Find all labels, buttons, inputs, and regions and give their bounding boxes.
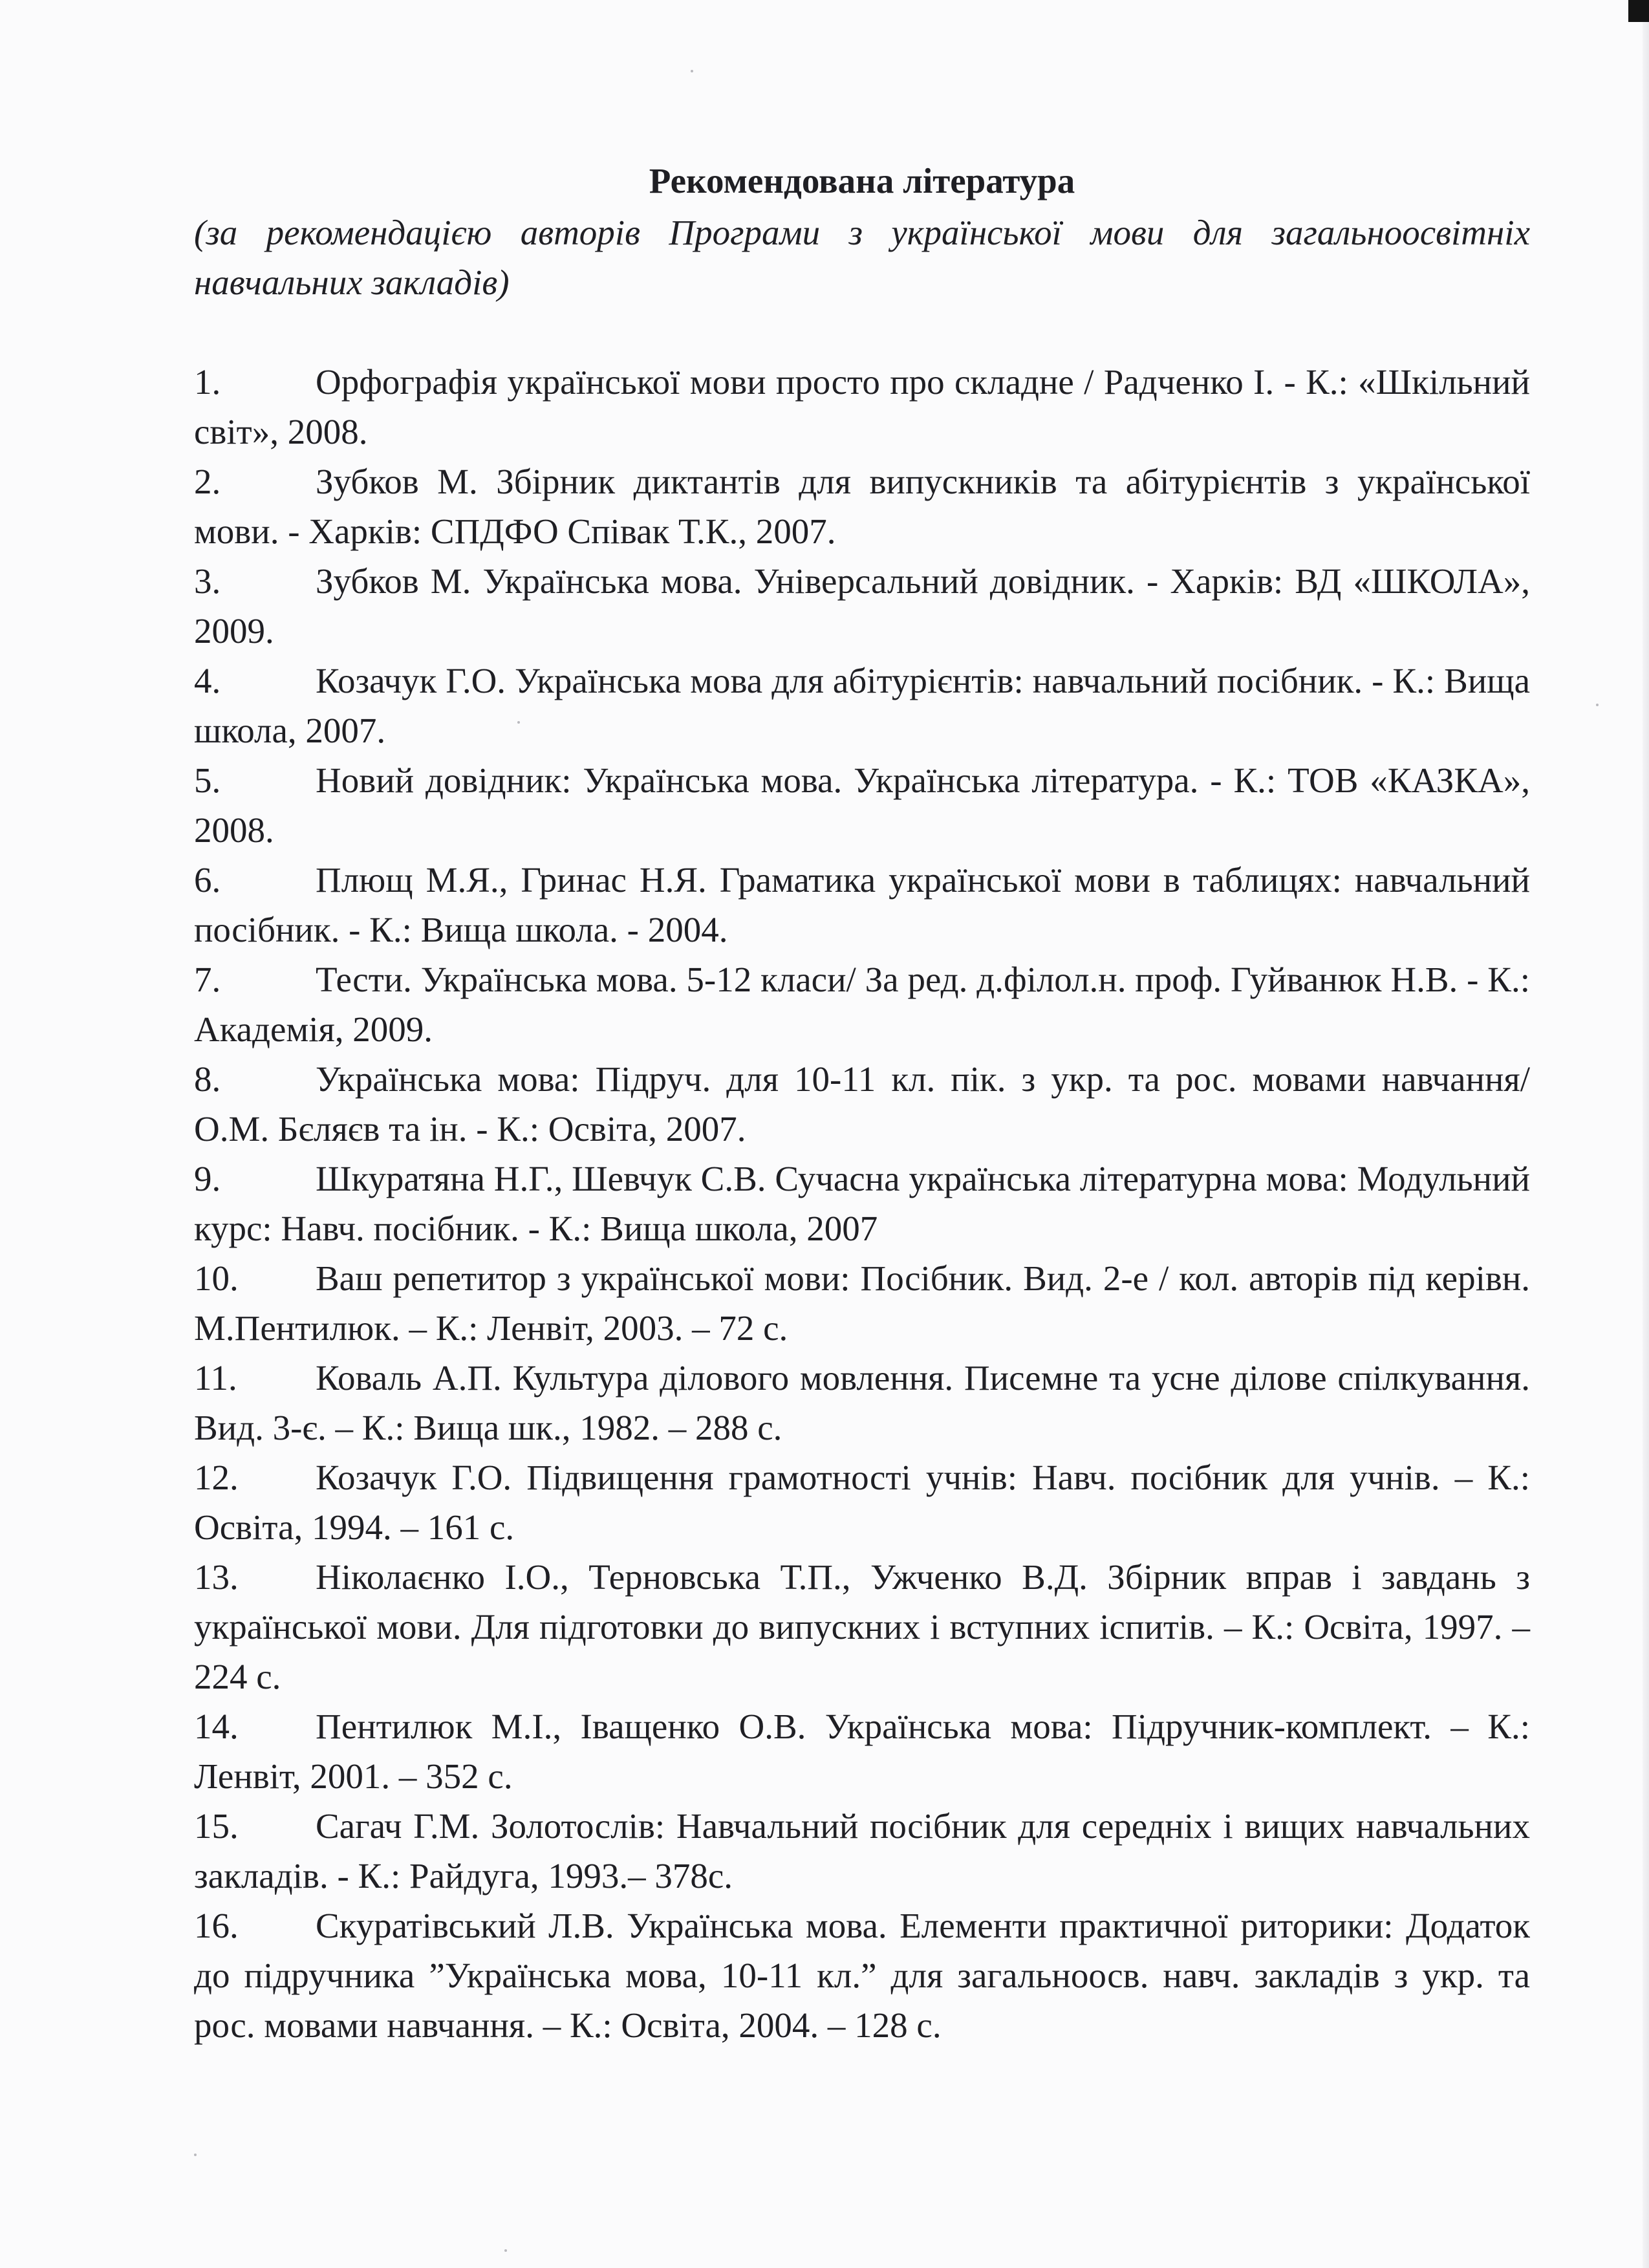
reference-number: 8.: [194, 1059, 221, 1099]
reference-text: Тести. Українська мова. 5-12 класи/ За ред. д.філол.н. проф. Гуйванюк Н.В. - К.: Академія, 2009.: [194, 960, 1530, 1049]
reference-text: Новий довідник: Українська мова. Українська література. - К.: ТОВ «КАЗКА», 2008.: [194, 761, 1530, 850]
reference-number: 9.: [194, 1159, 221, 1198]
reference-text: Зубков М. Збірник диктантів для випускників та абітурієнтів з української мови. - Харків: СПДФО Співак Т.К., 2007.: [194, 462, 1530, 551]
reference-text: Плющ М.Я., Гринас Н.Я. Граматика української мови в таблицях: навчальний посібник. - К.: Вища школа. - 2004.: [194, 860, 1530, 949]
reference-number: 4.: [194, 661, 221, 700]
scan-corner-shadow: [1628, 0, 1649, 22]
reference-item: [194, 1552, 1530, 1701]
reference-number: 3.: [194, 561, 221, 601]
reference-text: Зубков М. Українська мова. Універсальний довідник. - Харків: ВД «ШКОЛА», 2009.: [194, 561, 1530, 651]
reference-text: Ваш репетитор з української мови: Посібник. Вид. 2-е / кол. авторів під керівн. М.Пентилюк. – К.: Ленвіт, 2003. – 72 с.: [194, 1258, 1530, 1348]
reference-item: [194, 955, 1530, 1054]
reference-text: Сагач Г.М. Золотослів: Навчальний посібник для середніх і вищих навчальних закладів. - К.: Райдуга, 1993.– 378с.: [194, 1806, 1530, 1895]
reference-text: Орфографія української мови просто про складне / Радченко І. - К.: «Шкільний світ», 2008.: [194, 362, 1530, 451]
reference-item: [194, 556, 1530, 656]
reference-item: [194, 1154, 1530, 1253]
reference-item: [194, 457, 1530, 556]
reference-item: [194, 1054, 1530, 1154]
reference-number: 10.: [194, 1258, 239, 1298]
reference-text: Українська мова: Підруч. для 10-11 кл. пік. з укр. та рос. мовами навчання/ О.М. Бєляєв та ін. - К.: Освіта, 2007.: [194, 1059, 1530, 1149]
reference-item: [194, 1253, 1530, 1353]
reference-item: [194, 1801, 1530, 1901]
reference-number: 14.: [194, 1707, 239, 1746]
reference-item: [194, 1701, 1530, 1801]
reference-number: 16.: [194, 1906, 239, 1945]
reference-item: [194, 1453, 1530, 1552]
reference-number: 13.: [194, 1557, 239, 1597]
reference-text: Шкуратяна Н.Г., Шевчук С.В. Сучасна українська літературна мова: Модульний курс: Навч. посібник. - К.: Вища школа, 2007: [194, 1159, 1530, 1248]
scan-edge-shadow: [1643, 22, 1649, 2268]
reference-number: 12.: [194, 1458, 239, 1497]
reference-text: Козачук Г.О. Підвищення грамотності учнів: Навч. посібник для учнів. – К.: Освіта, 1994. – 161 с.: [194, 1458, 1530, 1547]
reference-item: [194, 855, 1530, 955]
reference-number: 11.: [194, 1358, 237, 1398]
reference-text: Козачук Г.О. Українська мова для абітурієнтів: навчальний посібник. - К.: Вища школа, 2007.: [194, 661, 1530, 750]
document-title: Рекомендована література: [649, 161, 1075, 200]
reference-number: 6.: [194, 860, 221, 900]
reference-number: 1.: [194, 362, 221, 402]
reference-number: 5.: [194, 761, 221, 800]
scan-speck: [1596, 704, 1599, 706]
reference-text: Коваль А.П. Культура ділового мовлення. Писемне та усне ділове спілкування. Вид. 3-є. – К.: Вища шк., 1982. – 288 с.: [194, 1358, 1530, 1447]
scan-speck: [504, 2249, 507, 2252]
reference-item: [194, 1901, 1530, 2050]
reference-text: Пентилюк М.І., Іващенко О.В. Українська мова: Підручник-комплект. – К.: Ленвіт, 2001. – 352 с.: [194, 1707, 1530, 1796]
reference-text: Ніколаєнко І.О., Терновська Т.П., Ужченко В.Д. Збірник вправ і завдань з української мови. Для підготовки до випускних і вступних іспитів. – К.: Освіта, 1997. – 224 с.: [194, 1557, 1530, 1696]
reference-number: 2.: [194, 462, 221, 501]
document-body: [194, 158, 1530, 2050]
document-subtitle: (за рекомендацією авторів Програми з української мови для загальноосвітніх навчальних закладів): [194, 213, 1530, 302]
reference-item: [194, 755, 1530, 855]
reference-text: Скуратівський Л.В. Українська мова. Елементи практичної риторики: Додаток до підручника ”Українська мова, 10-11 кл.” для загальноосв. навч. закладів з укр. та рос. мовами навчання. – К.: Освіта, 2004. – 128 с.: [194, 1906, 1530, 2045]
scan-speck: [194, 2154, 197, 2156]
reference-list: [194, 357, 1530, 2050]
scan-speck: [691, 70, 693, 72]
reference-number: 15.: [194, 1806, 239, 1846]
reference-item: [194, 656, 1530, 755]
reference-number: 7.: [194, 960, 221, 999]
reference-item: [194, 357, 1530, 457]
reference-item: [194, 1353, 1530, 1453]
